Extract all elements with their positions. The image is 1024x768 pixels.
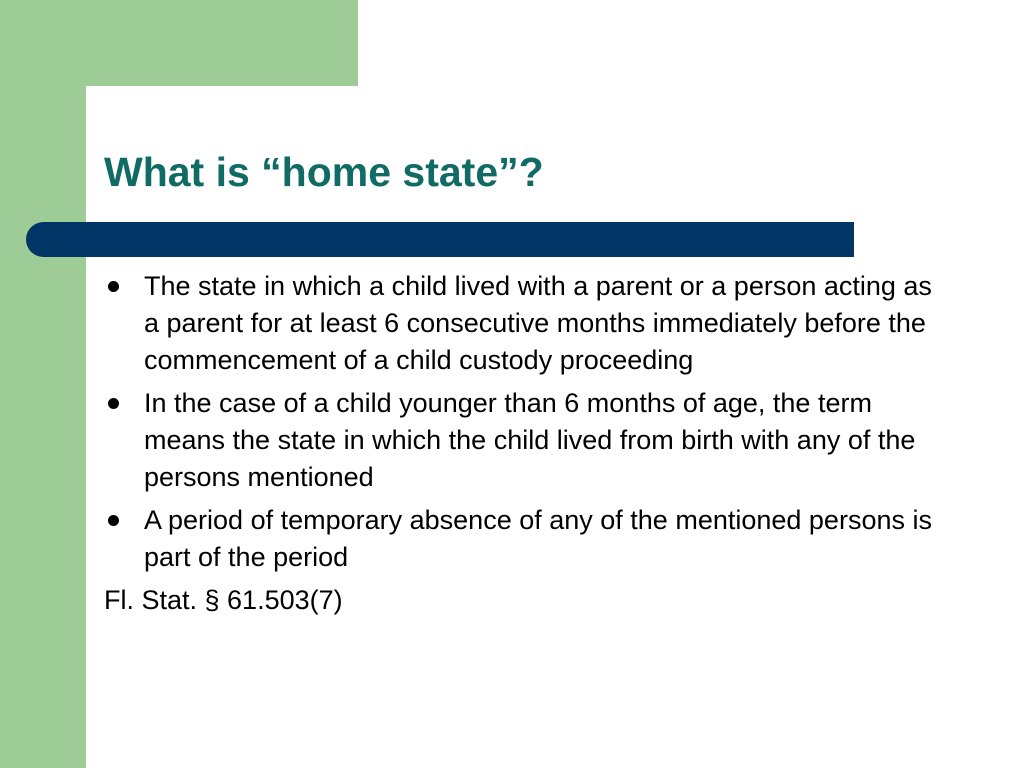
slide-title: What is “home state”? [104,149,544,195]
bullet-item [104,268,954,379]
bullet-text: In the case of a child younger than 6 months of age, the term means the state in which the child lived from birth with any of the persons mentioned [144,388,916,492]
decor-green-left-strip [0,0,86,768]
bullet-dot-icon [108,515,119,526]
bullet-dot-icon [108,398,119,409]
bullet-item [104,385,954,496]
statute-citation: Fl. Stat. § 61.503(7) [104,585,343,615]
slide-body [104,268,954,619]
bullet-dot-icon [108,281,119,292]
bullet-item [104,502,954,576]
bullet-text: The state in which a child lived with a parent or a person acting as a parent for at least 6 consecutive months immediately before the commencement of a child custody proceeding [144,271,932,375]
bullet-text: A period of temporary absence of any of the mentioned persons is part of the period [144,505,932,572]
title-underline-bar [26,222,854,257]
